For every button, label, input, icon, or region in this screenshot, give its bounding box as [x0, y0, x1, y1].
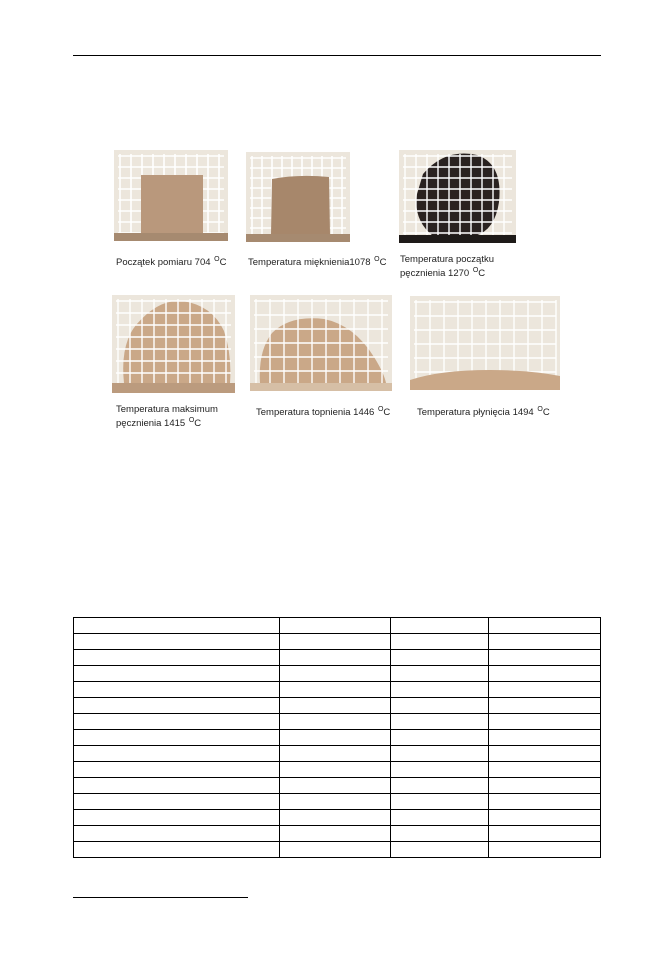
table-cell: [391, 682, 489, 698]
table-cell: [489, 746, 601, 762]
table-cell: [74, 746, 280, 762]
table-cell: [280, 634, 391, 650]
table-cell: [489, 682, 601, 698]
table-cell: [391, 698, 489, 714]
table-row: [74, 778, 601, 794]
table-cell: [74, 794, 280, 810]
table-cell: [489, 778, 601, 794]
table-cell: [74, 826, 280, 842]
table-cell: [74, 698, 280, 714]
footnote-rule: [73, 897, 248, 898]
table-cell: [74, 666, 280, 682]
table-row: [74, 762, 601, 778]
table-cell: [391, 762, 489, 778]
table-cell: [489, 762, 601, 778]
table-cell: [489, 698, 601, 714]
table-cell: [280, 842, 391, 858]
table-row: [74, 810, 601, 826]
table-cell: [280, 650, 391, 666]
table-cell: [391, 618, 489, 634]
sample-image-initial: [114, 150, 228, 241]
table-cell: [489, 666, 601, 682]
table-row: [74, 730, 601, 746]
sample-image-swelling-start: [399, 150, 516, 243]
table-cell: [391, 778, 489, 794]
table-cell: [280, 746, 391, 762]
table-cell: [280, 714, 391, 730]
table-cell: [74, 682, 280, 698]
table-cell: [280, 618, 391, 634]
table-cell: [391, 650, 489, 666]
table-row: [74, 650, 601, 666]
table-row: [74, 842, 601, 858]
table-cell: [74, 634, 280, 650]
table-cell: [280, 682, 391, 698]
table-cell: [391, 842, 489, 858]
table-row: [74, 682, 601, 698]
table-cell: [391, 826, 489, 842]
figure-caption-melting: Temperatura topnienia 1446 $^O$C: [256, 406, 391, 418]
table-row: [74, 746, 601, 762]
table-row: [74, 794, 601, 810]
table-cell: [74, 618, 280, 634]
table-cell: [280, 698, 391, 714]
sample-image-swelling-max: [112, 295, 235, 393]
figure-caption-swelling-start: Temperatura początku pęcznienia 1270 $^O$C: [400, 254, 494, 279]
table-cell: [280, 810, 391, 826]
table-cell: [280, 762, 391, 778]
table-cell: [391, 730, 489, 746]
table-row: [74, 714, 601, 730]
figure-caption-flow: Temperatura płynięcia 1494 $^O$C: [417, 406, 550, 418]
table-cell: [489, 650, 601, 666]
table-cell: [489, 810, 601, 826]
table-cell: [489, 794, 601, 810]
data-table: [73, 617, 601, 858]
table-cell: [280, 666, 391, 682]
table-cell: [74, 778, 280, 794]
table-cell: [280, 730, 391, 746]
figure-caption-swelling-max: Temperatura maksimum pęcznienia 1415 $^O$C: [116, 404, 218, 429]
table-cell: [280, 794, 391, 810]
table-row: [74, 666, 601, 682]
table-cell: [489, 618, 601, 634]
table-cell: [489, 634, 601, 650]
table-cell: [74, 650, 280, 666]
table-cell: [489, 730, 601, 746]
table-cell: [391, 794, 489, 810]
table-row: [74, 618, 601, 634]
sample-image-melting: [250, 295, 392, 391]
table-cell: [489, 714, 601, 730]
table-cell: [74, 714, 280, 730]
table-cell: [74, 730, 280, 746]
table-cell: [391, 714, 489, 730]
table-cell: [280, 778, 391, 794]
table-cell: [391, 666, 489, 682]
table-row: [74, 698, 601, 714]
table-cell: [489, 842, 601, 858]
table-row: [74, 826, 601, 842]
table-cell: [74, 762, 280, 778]
table-cell: [391, 746, 489, 762]
figure-caption-initial: Początek pomiaru 704 $^O$C: [116, 256, 227, 268]
header-rule: [73, 55, 601, 56]
table-cell: [74, 810, 280, 826]
sample-image-flow: [410, 296, 560, 390]
sample-image-softening: [246, 152, 350, 242]
table-cell: [280, 826, 391, 842]
table-cell: [489, 826, 601, 842]
figure-caption-softening: Temperatura mięknienia1078 $^O$C: [248, 256, 387, 268]
table-cell: [74, 842, 280, 858]
table-cell: [391, 810, 489, 826]
table-row: [74, 634, 601, 650]
table-cell: [391, 634, 489, 650]
